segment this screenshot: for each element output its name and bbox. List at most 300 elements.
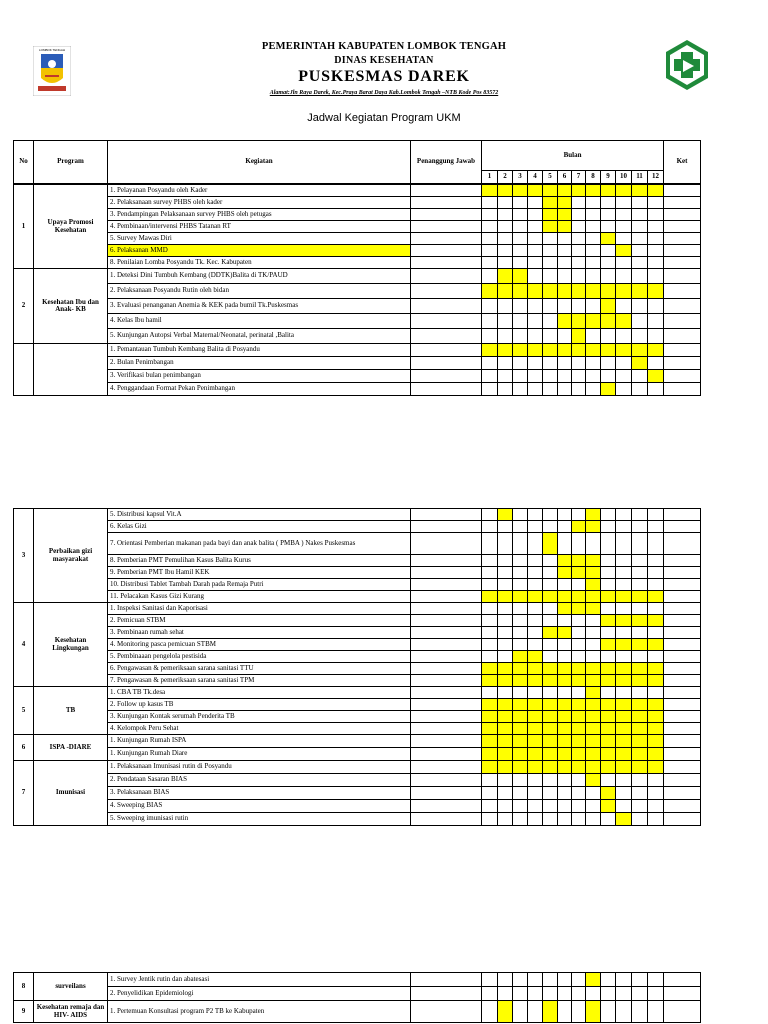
month-cell xyxy=(572,813,586,826)
month-cell xyxy=(648,233,664,245)
month-cell xyxy=(558,687,572,699)
month-cell xyxy=(513,615,528,627)
month-cell xyxy=(601,813,616,826)
month-cell xyxy=(648,699,664,711)
responsible-cell xyxy=(411,383,482,396)
month-cell xyxy=(513,639,528,651)
month-cell xyxy=(482,1001,498,1023)
month-header: 5 xyxy=(543,171,558,184)
activity-text: 2. Pendataan Sasaran BIAS xyxy=(110,775,187,784)
month-cell xyxy=(498,761,513,774)
month-cell xyxy=(558,344,572,357)
ket-cell xyxy=(664,591,701,603)
month-cell xyxy=(558,521,572,533)
month-cell xyxy=(528,383,543,396)
month-cell xyxy=(586,603,601,615)
month-cell xyxy=(616,269,632,284)
responsible-cell xyxy=(411,800,482,813)
month-cell xyxy=(498,521,513,533)
month-cell xyxy=(543,663,558,675)
month-cell xyxy=(498,314,513,329)
month-cell xyxy=(528,269,543,284)
month-cell xyxy=(528,357,543,370)
month-cell xyxy=(601,579,616,591)
month-cell xyxy=(648,197,664,209)
ket-cell xyxy=(664,209,701,221)
responsible-cell xyxy=(411,723,482,735)
month-cell xyxy=(482,627,498,639)
month-cell xyxy=(528,1001,543,1023)
activity-text: 1. CBA TB Tk.desa xyxy=(110,687,166,696)
month-cell xyxy=(648,973,664,987)
month-cell xyxy=(572,761,586,774)
activity-cell xyxy=(108,383,411,396)
month-cell xyxy=(586,521,601,533)
ket-cell xyxy=(664,699,701,711)
table-row xyxy=(14,284,701,299)
month-cell xyxy=(543,761,558,774)
program-name xyxy=(34,344,108,396)
responsible-cell xyxy=(411,221,482,233)
month-cell xyxy=(572,357,586,370)
month-cell xyxy=(648,987,664,1001)
activity-cell xyxy=(108,344,411,357)
table-row xyxy=(14,711,701,723)
month-cell xyxy=(543,651,558,663)
month-cell xyxy=(601,723,616,735)
month-cell xyxy=(632,314,648,329)
month-cell xyxy=(572,603,586,615)
ket-cell xyxy=(664,509,701,521)
month-cell xyxy=(558,663,572,675)
table-row xyxy=(14,675,701,687)
month-cell xyxy=(632,579,648,591)
activity-cell xyxy=(108,233,411,245)
month-cell xyxy=(586,748,601,761)
activity-cell xyxy=(108,639,411,651)
month-cell xyxy=(498,257,513,269)
month-cell xyxy=(528,533,543,555)
month-cell xyxy=(498,687,513,699)
month-cell xyxy=(601,639,616,651)
month-cell xyxy=(528,221,543,233)
activity-text: 8. Pemberian PMT Pemulihan Kasus Balita Kurus xyxy=(110,555,251,564)
program-number: 5 xyxy=(14,687,34,735)
month-header: 8 xyxy=(586,171,601,184)
month-cell xyxy=(528,723,543,735)
month-cell xyxy=(586,284,601,299)
month-cell xyxy=(572,800,586,813)
program-name: Kesehatan Lingkungan xyxy=(34,603,108,687)
responsible-cell xyxy=(411,699,482,711)
facility-name: PUSKESMAS DAREK xyxy=(298,68,470,85)
month-cell xyxy=(616,651,632,663)
schedule-table-part1 xyxy=(13,184,701,396)
month-cell xyxy=(543,521,558,533)
month-cell xyxy=(482,787,498,800)
month-header: 12 xyxy=(648,171,664,184)
month-cell xyxy=(648,639,664,651)
month-cell xyxy=(513,383,528,396)
month-cell xyxy=(616,209,632,221)
activity-cell xyxy=(108,735,411,748)
month-cell xyxy=(498,383,513,396)
table-row xyxy=(14,615,701,627)
column-header-kegiatan: Kegiatan xyxy=(108,141,411,184)
activity-cell xyxy=(108,787,411,800)
month-cell xyxy=(616,735,632,748)
month-cell xyxy=(513,591,528,603)
month-cell xyxy=(601,748,616,761)
month-cell xyxy=(572,533,586,555)
month-cell xyxy=(586,269,601,284)
table-row xyxy=(14,639,701,651)
month-cell xyxy=(616,245,632,257)
month-cell xyxy=(528,370,543,383)
month-cell xyxy=(648,245,664,257)
ket-cell xyxy=(664,748,701,761)
month-cell xyxy=(513,723,528,735)
table-row xyxy=(14,370,701,383)
month-cell xyxy=(586,711,601,723)
month-cell xyxy=(648,299,664,314)
month-cell xyxy=(572,370,586,383)
month-cell xyxy=(498,651,513,663)
month-cell xyxy=(513,663,528,675)
month-cell xyxy=(528,687,543,699)
table-row xyxy=(14,245,701,257)
ket-cell xyxy=(664,314,701,329)
activity-text: 4. Monitoring pasca pemicuan STBM xyxy=(110,639,216,648)
month-cell xyxy=(558,533,572,555)
responsible-cell xyxy=(411,687,482,699)
month-cell xyxy=(543,245,558,257)
month-cell xyxy=(601,299,616,314)
month-cell xyxy=(482,813,498,826)
month-cell xyxy=(572,774,586,787)
column-header-no: No xyxy=(14,141,34,184)
activity-cell xyxy=(108,209,411,221)
month-cell xyxy=(572,627,586,639)
month-cell xyxy=(482,639,498,651)
ket-cell xyxy=(664,627,701,639)
month-cell xyxy=(632,509,648,521)
month-cell xyxy=(558,329,572,344)
month-cell xyxy=(498,723,513,735)
month-cell xyxy=(586,591,601,603)
activity-cell xyxy=(108,533,411,555)
month-cell xyxy=(648,221,664,233)
month-cell xyxy=(482,521,498,533)
month-cell xyxy=(498,344,513,357)
month-cell xyxy=(601,687,616,699)
month-cell xyxy=(586,987,601,1001)
month-cell xyxy=(632,370,648,383)
month-cell xyxy=(572,723,586,735)
month-cell xyxy=(558,699,572,711)
month-cell xyxy=(558,813,572,826)
month-cell xyxy=(632,723,648,735)
activity-cell xyxy=(108,284,411,299)
activity-text: 2. Penyelidikan Epidemiologi xyxy=(110,988,194,997)
month-cell xyxy=(543,233,558,245)
table-row xyxy=(14,357,701,370)
month-cell xyxy=(632,344,648,357)
month-cell xyxy=(513,1001,528,1023)
month-cell xyxy=(543,687,558,699)
month-cell xyxy=(586,209,601,221)
month-cell xyxy=(648,774,664,787)
month-cell xyxy=(632,233,648,245)
responsible-cell xyxy=(411,344,482,357)
month-cell xyxy=(586,615,601,627)
month-cell xyxy=(632,711,648,723)
month-cell xyxy=(558,567,572,579)
table-row xyxy=(14,257,701,269)
program-number: 3 xyxy=(14,509,34,603)
month-cell xyxy=(528,245,543,257)
month-cell xyxy=(498,209,513,221)
column-header-bulan: Bulan xyxy=(482,141,664,171)
month-cell xyxy=(616,221,632,233)
responsible-cell xyxy=(411,774,482,787)
month-cell xyxy=(543,723,558,735)
month-cell xyxy=(616,687,632,699)
month-cell xyxy=(498,284,513,299)
month-cell xyxy=(482,370,498,383)
month-header: 10 xyxy=(616,171,632,184)
month-cell xyxy=(601,711,616,723)
month-cell xyxy=(528,615,543,627)
month-cell xyxy=(528,284,543,299)
activity-cell xyxy=(108,603,411,615)
month-cell xyxy=(648,370,664,383)
activity-cell xyxy=(108,800,411,813)
month-cell xyxy=(601,233,616,245)
month-cell xyxy=(513,284,528,299)
table-row xyxy=(14,555,701,567)
month-cell xyxy=(632,521,648,533)
activity-text: 4. Kelas Ibu hamil xyxy=(110,316,162,325)
responsible-cell xyxy=(411,748,482,761)
month-cell xyxy=(513,800,528,813)
month-cell xyxy=(513,329,528,344)
month-cell xyxy=(558,800,572,813)
month-cell xyxy=(482,284,498,299)
month-cell xyxy=(543,197,558,209)
month-cell xyxy=(632,687,648,699)
responsible-cell xyxy=(411,603,482,615)
month-cell xyxy=(513,233,528,245)
month-cell xyxy=(616,639,632,651)
month-cell xyxy=(543,603,558,615)
month-cell xyxy=(648,787,664,800)
month-cell xyxy=(616,299,632,314)
month-cell xyxy=(543,185,558,197)
program-number: 8 xyxy=(14,973,34,1001)
month-cell xyxy=(586,761,601,774)
month-cell xyxy=(586,1001,601,1023)
month-cell xyxy=(616,509,632,521)
month-cell xyxy=(543,675,558,687)
month-cell xyxy=(543,987,558,1001)
month-cell xyxy=(632,555,648,567)
month-cell xyxy=(558,735,572,748)
activity-text: 1. Kunjungan Rumah Diare xyxy=(110,749,188,758)
responsible-cell xyxy=(411,591,482,603)
activity-cell xyxy=(108,748,411,761)
month-cell xyxy=(648,269,664,284)
activity-cell xyxy=(108,813,411,826)
month-cell xyxy=(586,257,601,269)
activity-text: 1. Kunjungan Rumah ISPA xyxy=(110,736,187,745)
month-cell xyxy=(513,555,528,567)
month-cell xyxy=(498,533,513,555)
month-cell xyxy=(498,748,513,761)
month-cell xyxy=(572,687,586,699)
table-row xyxy=(14,567,701,579)
month-cell xyxy=(528,344,543,357)
activity-text: 6. Pengawasan & pemeriksaan sarana sanitasi TTU xyxy=(110,663,254,672)
month-cell xyxy=(616,357,632,370)
month-cell xyxy=(616,973,632,987)
month-cell xyxy=(616,579,632,591)
month-cell xyxy=(648,284,664,299)
responsible-cell xyxy=(411,233,482,245)
month-cell xyxy=(601,269,616,284)
month-cell xyxy=(498,663,513,675)
ket-cell xyxy=(664,603,701,615)
activity-cell xyxy=(108,245,411,257)
month-cell xyxy=(601,1001,616,1023)
month-cell xyxy=(543,774,558,787)
activity-text: 5. Kunjungan Autopsi Verbal Maternal/Neonatal, perinatal ,Balita xyxy=(110,331,294,340)
ket-cell xyxy=(664,245,701,257)
month-cell xyxy=(528,800,543,813)
ket-cell xyxy=(664,663,701,675)
month-cell xyxy=(513,651,528,663)
month-cell xyxy=(513,509,528,521)
activity-cell xyxy=(108,221,411,233)
month-cell xyxy=(558,383,572,396)
ket-cell xyxy=(664,615,701,627)
responsible-cell xyxy=(411,663,482,675)
month-cell xyxy=(482,245,498,257)
month-cell xyxy=(558,711,572,723)
dept-name: DINAS KESEHATAN xyxy=(334,55,434,66)
activity-text: 6. Pelaksanan MMD xyxy=(110,245,168,254)
table-row xyxy=(14,987,701,1001)
table-row xyxy=(14,627,701,639)
month-cell xyxy=(616,748,632,761)
month-cell xyxy=(543,973,558,987)
month-cell xyxy=(632,284,648,299)
month-cell xyxy=(558,197,572,209)
responsible-cell xyxy=(411,257,482,269)
month-cell xyxy=(513,735,528,748)
responsible-cell xyxy=(411,615,482,627)
month-cell xyxy=(648,209,664,221)
month-cell xyxy=(558,987,572,1001)
month-cell xyxy=(586,329,601,344)
month-cell xyxy=(601,987,616,1001)
month-cell xyxy=(632,761,648,774)
month-cell xyxy=(543,591,558,603)
month-cell xyxy=(482,699,498,711)
activity-text: 3. Pembinaan rumah sehat xyxy=(110,627,184,636)
month-cell xyxy=(498,509,513,521)
month-cell xyxy=(543,711,558,723)
month-cell xyxy=(572,197,586,209)
ket-cell xyxy=(664,257,701,269)
month-cell xyxy=(601,370,616,383)
activity-cell xyxy=(108,509,411,521)
month-cell xyxy=(586,639,601,651)
activity-cell xyxy=(108,370,411,383)
month-cell xyxy=(572,987,586,1001)
month-cell xyxy=(482,800,498,813)
month-cell xyxy=(616,774,632,787)
month-cell xyxy=(513,521,528,533)
month-cell xyxy=(648,1001,664,1023)
month-cell xyxy=(498,973,513,987)
month-cell xyxy=(498,299,513,314)
program-name: surveilans xyxy=(34,973,108,1001)
responsible-cell xyxy=(411,567,482,579)
ket-cell xyxy=(664,774,701,787)
activity-cell xyxy=(108,357,411,370)
program-number: 4 xyxy=(14,603,34,687)
month-cell xyxy=(601,245,616,257)
program-number: 1 xyxy=(14,185,34,269)
activity-cell xyxy=(108,687,411,699)
table-row xyxy=(14,813,701,826)
month-cell xyxy=(632,245,648,257)
month-cell xyxy=(648,185,664,197)
month-cell xyxy=(586,735,601,748)
month-cell xyxy=(586,567,601,579)
month-cell xyxy=(558,774,572,787)
month-cell xyxy=(543,209,558,221)
month-cell xyxy=(498,735,513,748)
responsible-cell xyxy=(411,627,482,639)
ket-cell xyxy=(664,269,701,284)
responsible-cell xyxy=(411,813,482,826)
table-row xyxy=(14,314,701,329)
activity-cell xyxy=(108,615,411,627)
activity-text: 4. Pembinaan/intervensi PHBS Tatanan RT xyxy=(110,221,231,230)
month-cell xyxy=(632,813,648,826)
activity-text: 9. Pemberian PMT Ibu Hamil KEK xyxy=(110,567,210,576)
month-cell xyxy=(543,509,558,521)
month-cell xyxy=(648,383,664,396)
program-number xyxy=(14,344,34,396)
month-cell xyxy=(558,973,572,987)
month-cell xyxy=(632,774,648,787)
month-cell xyxy=(482,509,498,521)
responsible-cell xyxy=(411,533,482,555)
month-cell xyxy=(482,973,498,987)
responsible-cell xyxy=(411,314,482,329)
month-cell xyxy=(528,314,543,329)
month-cell xyxy=(572,269,586,284)
table-row xyxy=(14,800,701,813)
responsible-cell xyxy=(411,735,482,748)
ket-cell xyxy=(664,233,701,245)
activity-text: 3. Pendampingan Pelaksanaan survey PHBS oleh petugas xyxy=(110,209,272,218)
month-cell xyxy=(558,651,572,663)
month-cell xyxy=(616,329,632,344)
